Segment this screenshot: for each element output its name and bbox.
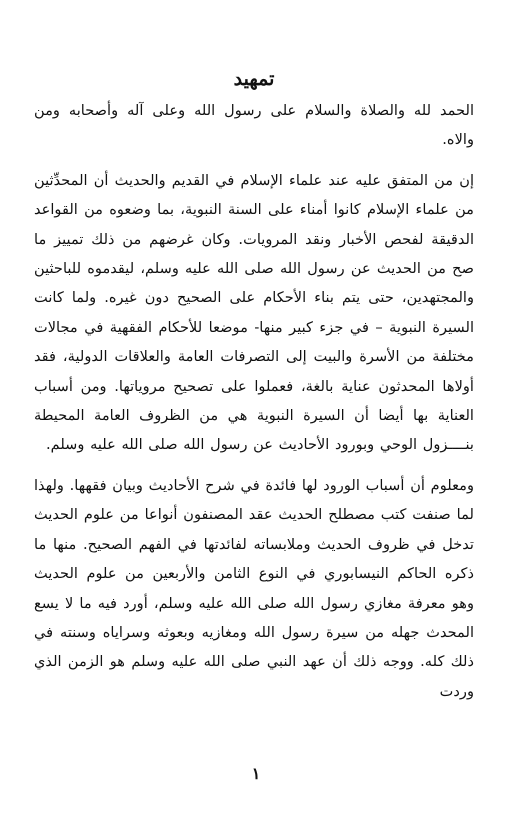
page-title: تمهيد [233,68,275,90]
paragraph-hadith-scholars: إن من المتفق عليه عند علماء الإسلام في القديم والحديث أن المحدِّثين من علماء الإسلام كانوا أمناء على السنة النبوية، بما وضعوه من القواعد الدقيقة لفحص الأخبار ونقد المرويات. وكان غرضهم من ذلك تمييز ما صح من الحديث عن رسول الله صلى الله عليه وسلم، ليقدموه للباحثين والمجتهدين، حتى يتم بناء الأحكام على الصحيح دون غيره. ولما كانت السيرة النبوية – في جزء كبير منها- موضعا للأحكام الفقهية في مجالات مختلفة من الأسرة والبيت إلى التصرفات العامة والعلاقات الدولية، فقد أولاها المحدثون عناية بالغة، فعملوا على تصحيح مروياتها. ومن أسباب العناية بها أيضا أن السيرة النبوية هي من الظروف العامة المحيطة بنــــزول الوحي وبورود الأحاديث عن رسول الله صلى الله عليه وسلم. [34,171,474,454]
page-number: ١ [251,764,261,783]
paragraph-causes-of-narration: ومعلوم أن أسباب الورود لها فائدة في شرح الأحاديث وبيان فقهها. ولهذا لما صنفت كتب مصطلح الحديث عقد المصنفون أنواعا من علوم الحديث تدخل في ظروف الحديث وملابساته لفائدتها في الفهم الصحيح. منها ما ذكره الحاكم النيسابوري في النوع الثامن والأربعين من علوم الحديث وهو معرفة مغازي رسول الله صلى الله عليه وسلم، أورد فيه ما لا يسع المحدث جهله من سيرة رسول الله ومغازيه وبعوثه وسراياه وسنته في ذلك كله. ووجه ذلك أن عهد النبي صلى الله عليه وسلم هو الزمن الذي وردت [34,476,474,700]
paragraph-opening: الحمد لله والصلاة والسلام على رسول الله وعلى آله وأصحابه ومن والاه. [34,102,474,149]
